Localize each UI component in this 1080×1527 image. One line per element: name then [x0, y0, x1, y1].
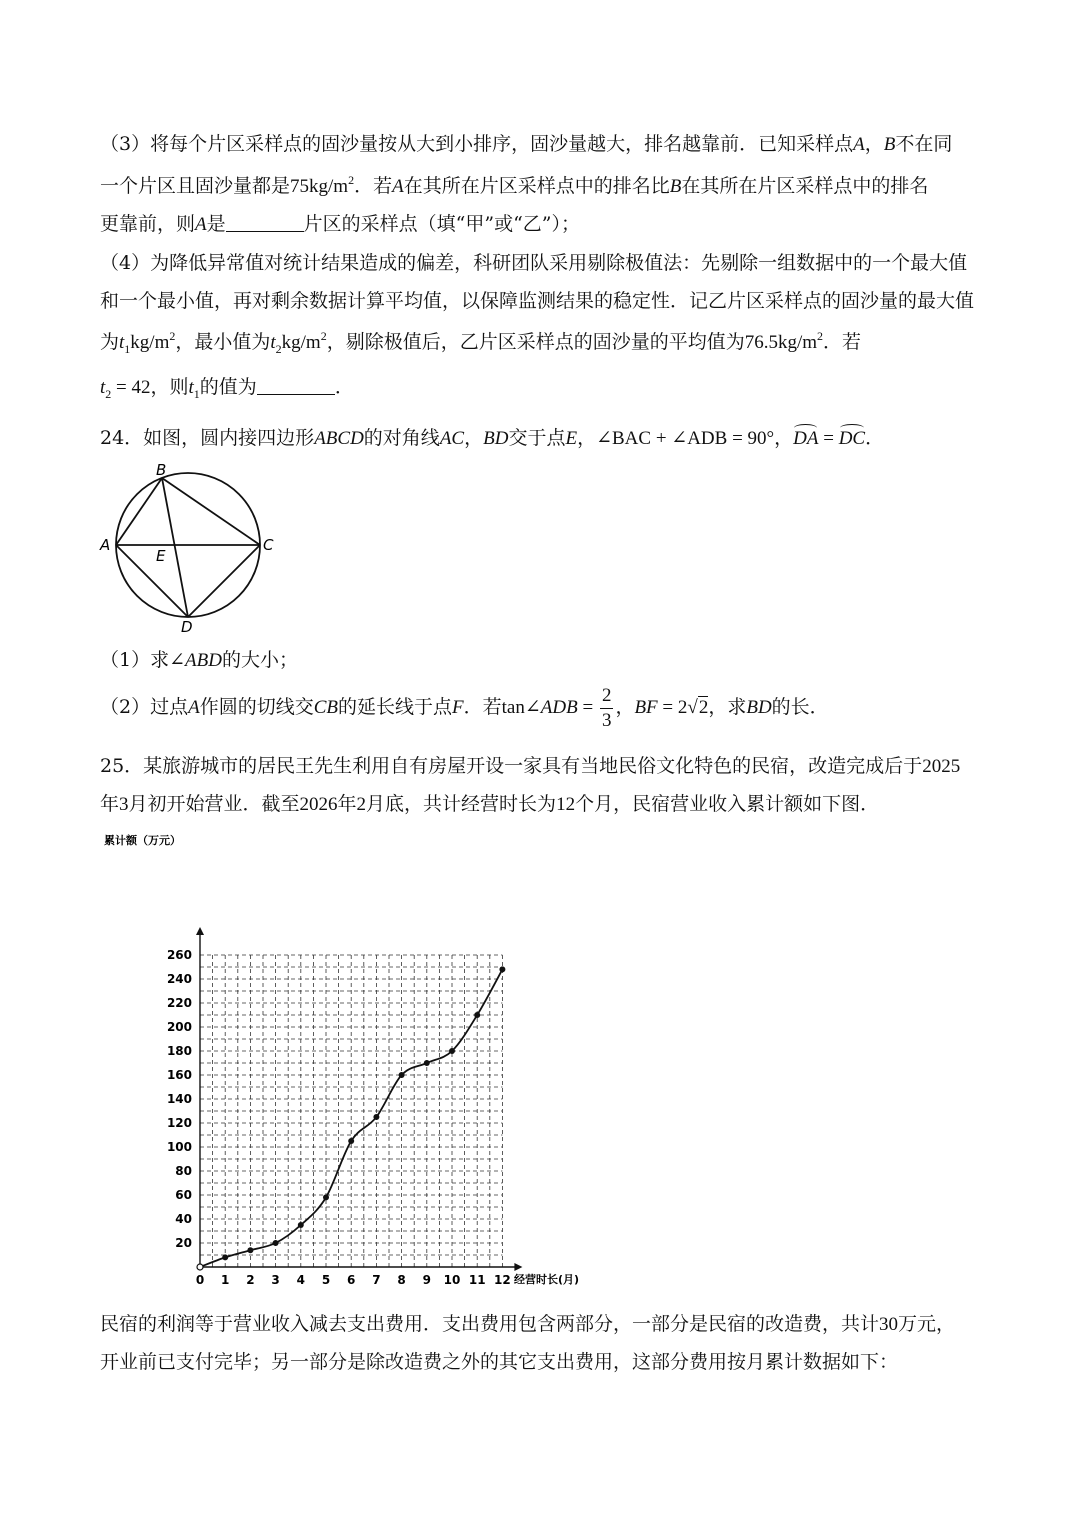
q25-stem-line1: 25．某旅游城市的居民王先生利用自有房屋开设一家具有当地民俗文化特色的民宿，改造完成后于2025	[100, 755, 961, 777]
data-point	[499, 966, 505, 972]
y-tick-label: 40	[175, 1212, 192, 1226]
x-tick-label: 4	[296, 1273, 305, 1287]
y-tick-label: 200	[166, 1020, 192, 1034]
data-point	[399, 1072, 405, 1078]
answer-blank-t1	[257, 376, 335, 395]
x-tick-label: 12	[494, 1273, 511, 1287]
y-axis-arrow	[196, 927, 204, 935]
q23-part3-line2: 一个片区且固沙量都是$75kg/m^2$．若A在其所在片区采样点中的排名比B在其所在片区采样点中的排名	[100, 173, 929, 197]
q25-after-line1: 民宿的利润等于营业收入减去支出费用．支出费用包含两部分，一部分是民宿的改造费，共计30万元，	[100, 1313, 956, 1335]
data-point	[373, 1114, 379, 1120]
data-point	[449, 1048, 455, 1054]
arc-DA: DA	[793, 426, 818, 452]
x-axis-label: 经营时长(月)	[514, 1273, 580, 1286]
x-tick-label: 11	[468, 1273, 486, 1287]
y-tick-label: 180	[166, 1044, 192, 1058]
x-tick-label: 6	[347, 1273, 356, 1287]
x-tick-label: 5	[321, 1273, 331, 1287]
label-A: A	[100, 536, 111, 554]
data-point	[424, 1060, 430, 1066]
x-tick-label: 0	[195, 1273, 205, 1287]
segment-BC	[162, 478, 260, 545]
data-point	[222, 1254, 228, 1260]
data-point	[247, 1247, 253, 1253]
x-tick-label: 1	[221, 1273, 230, 1287]
data-point	[348, 1138, 354, 1144]
x-axis-arrow	[514, 1263, 522, 1271]
q24-part1: （1）求∠ABD的大小；	[100, 649, 298, 671]
q24-stem: 24．如图，圆内接四边形ABCD的对角线AC，BD交于点E，∠BAC + ∠ADB = 90°，DA = DC．	[100, 425, 982, 452]
x-tick-label: 2	[246, 1273, 255, 1287]
y-axis-label: 累计额（万元）	[104, 834, 181, 847]
segment-CD	[188, 545, 260, 617]
y-tick-label: 160	[166, 1068, 192, 1082]
q25-after-line2: 开业前已支付完毕；另一部分是除改造费之外的其它支出费用，这部分费用按月累计数据如下：	[100, 1351, 899, 1373]
q23-part4-line3: 为$t_1kg/m^2$，最小值为$t_2kg/m^2$，剔除极值后，乙片区采样点的固沙量的平均值为$76.5kg/m^2$．若	[100, 329, 862, 356]
label-B: B	[156, 461, 167, 479]
q25-stem-line2: 年3月初开始营业．截至2026年2月底，共计经营时长为12个月，民宿营业收入累计额如下图．	[100, 793, 880, 815]
answer-blank-region	[226, 213, 304, 232]
y-tick-label: 100	[166, 1140, 192, 1154]
x-tick-label: 8	[397, 1273, 406, 1287]
data-point	[298, 1222, 304, 1228]
y-tick-label: 240	[166, 972, 192, 986]
fraction-two-thirds: $\frac{2}{3}$	[601, 684, 612, 731]
q23-part4-line4: $t_2 = 42$，则$t_1$的值为 ．	[100, 376, 354, 401]
data-point-origin	[197, 1264, 203, 1270]
arc-DC: DC	[839, 426, 865, 452]
y-tick-label: 60	[175, 1188, 192, 1202]
segment-AB	[116, 478, 162, 545]
q23-part3-line1: （3）将每个片区采样点的固沙量按从大到小排序，固沙量越大，排名越靠前．已知采样点A，B不在同	[100, 133, 953, 155]
label-E: E	[156, 547, 166, 565]
y-tick-label: 220	[166, 996, 192, 1010]
label-C: C	[263, 536, 274, 554]
q23-part3-line3: 更靠前，则A是 片区的采样点（填“甲”或“乙”）；	[100, 213, 580, 235]
q23-part4-line1: （4）为降低异常值对统计结果造成的偏差，科研团队采用剔除极值法：先剔除一组数据中的一个最大值	[100, 252, 968, 274]
x-tick-label: 3	[271, 1273, 280, 1287]
data-point	[474, 1012, 480, 1018]
q23-part4-line2: 和一个最小值，再对剩余数据计算平均值，以保障监测结果的稳定性．记乙片区采样点的固沙量的最大值	[100, 290, 975, 312]
x-tick-label: 7	[372, 1273, 381, 1287]
data-point	[323, 1194, 329, 1200]
data-point	[273, 1240, 279, 1246]
cumulative-revenue-chart	[96, 830, 616, 1292]
label-D: D	[181, 618, 193, 636]
x-tick-label: 9	[422, 1273, 431, 1287]
circle-quadrilateral-figure	[96, 460, 286, 636]
y-tick-label: 120	[166, 1116, 192, 1130]
y-tick-label: 260	[166, 948, 192, 962]
x-tick-label: 10	[443, 1273, 461, 1287]
q24-part2: （2）过点A作圆的切线交CB的延长线于点F．若tan∠ADB = $\frac{2}{3}$ ，BF = 2√2，求BD的长．	[100, 684, 829, 731]
y-tick-label: 20	[175, 1236, 192, 1250]
y-tick-label: 80	[175, 1164, 192, 1178]
y-tick-label: 140	[166, 1092, 192, 1106]
